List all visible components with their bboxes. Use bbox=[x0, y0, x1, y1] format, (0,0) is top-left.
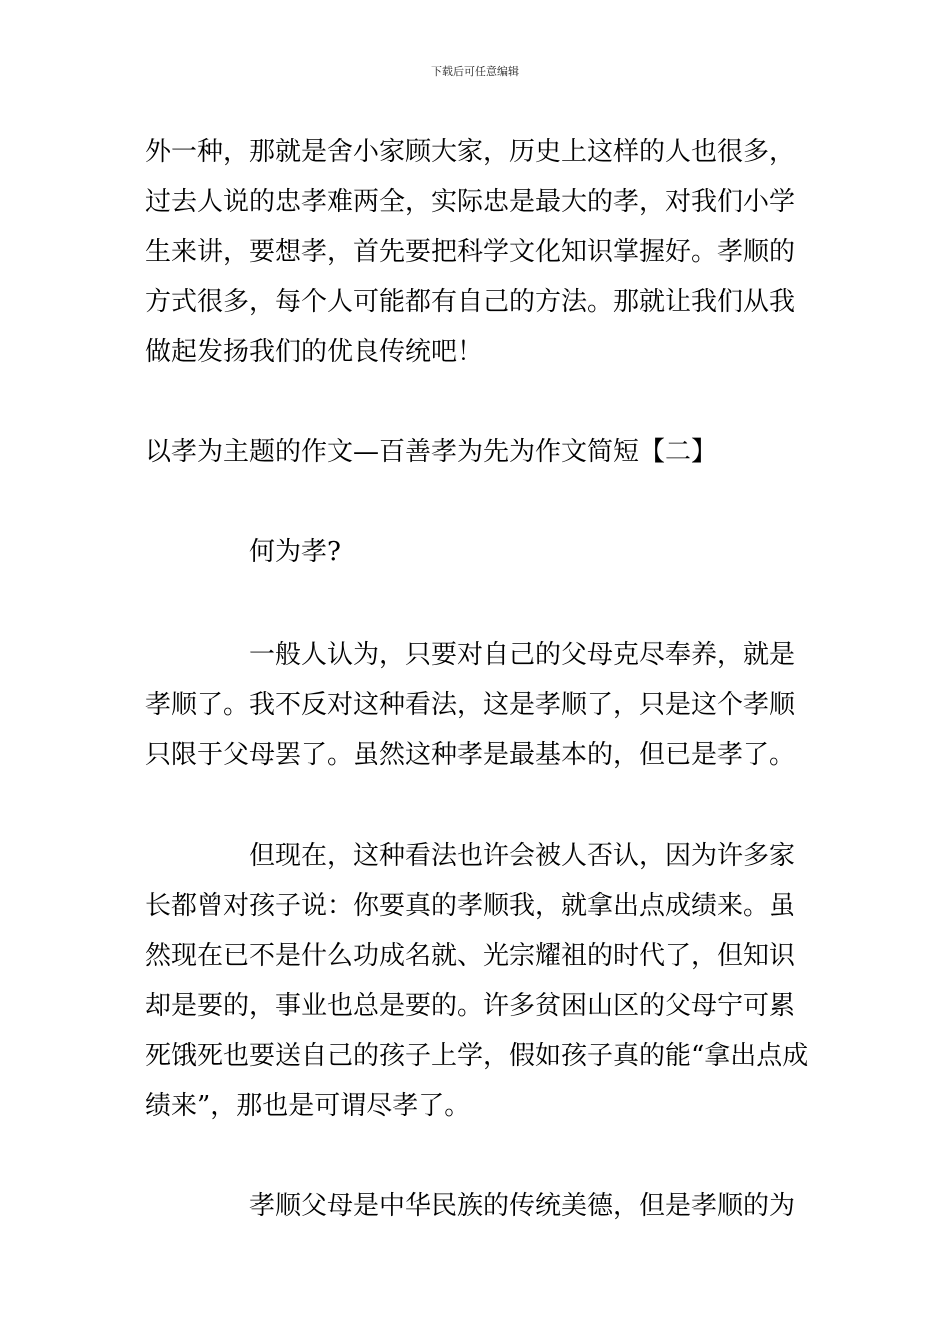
document-body bbox=[145, 127, 810, 1231]
paragraph: 一般人认为，只要对自己的父母克尽奉养，就是孝顺了。我不反对这种看法，这是孝顺了，只是这个孝顺只限于父母罢了。虽然这种孝是最基本的，但已是孝了。 bbox=[145, 640, 796, 770]
subheading: 何为孝? bbox=[249, 537, 341, 567]
paragraph: 但现在，这种看法也许会被人否认，因为许多家长都曾对孩子说：你要真的孝顺我，就拿出点成绩来。虽然现在已不是什么功成名就、光宗耀祖的时代了，但知识却是要的，事业也总是要的。许多贫困山区的父母宁可累死饿死也要送自己的孩子上学，假如孩子真的能“拿出点成绩来”，那也是可谓尽孝了。 bbox=[145, 841, 809, 1121]
paragraph: 外一种，那就是舍小家顾大家，历史上这样的人也很多，过去人说的忠孝难两全，实际忠是最大的孝，对我们小学生来讲，要想孝，首先要把科学文化知识掌握好。孝顺的方式很多，每个人可能都有自己的方法。那就让我们从我做起发扬我们的优良传统吧！ bbox=[145, 137, 796, 367]
page-header: 下载后可任意编辑 bbox=[431, 65, 519, 78]
paragraph: 孝顺父母是中华民族的传统美德，但是孝顺的为 bbox=[249, 1191, 796, 1221]
section-heading: 以孝为主题的作文—百善孝为先为作文简短【二】 bbox=[145, 437, 718, 467]
